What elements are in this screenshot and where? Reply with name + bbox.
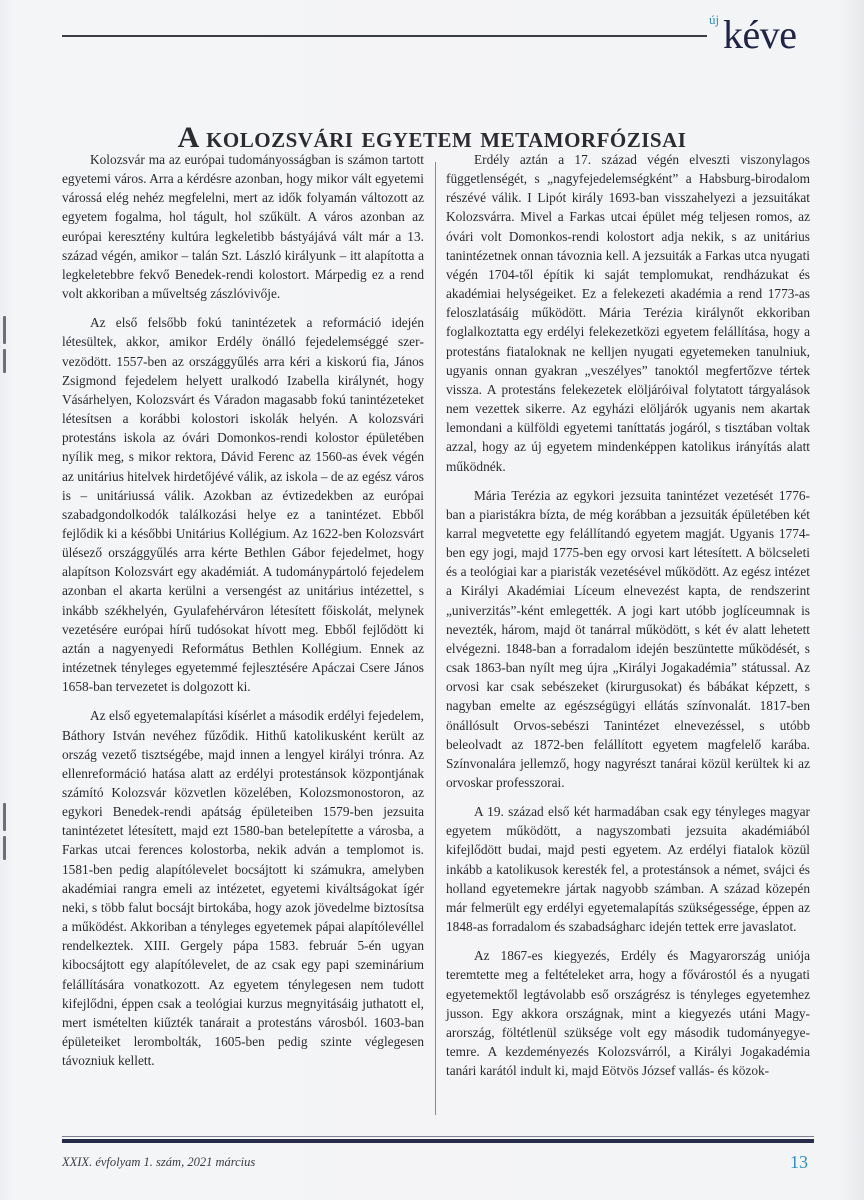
issue-info: XXIX. évfolyam 1. szám, 2021 március <box>62 1155 256 1169</box>
page-number: 13 <box>790 1152 808 1172</box>
footer-rule-thin <box>62 1136 814 1137</box>
left-column <box>62 150 424 1080</box>
footer-rule-thick <box>62 1139 814 1143</box>
staple-mark <box>3 316 6 344</box>
logo-name: kéve <box>723 12 797 57</box>
header-rule <box>62 35 707 37</box>
paragraph: A 19. század első két harmadában csak egy tényleges magyar egyetem működött, a nagyszombati jezsuita akadémiából kifejlődött budai, majd pesti egyetem. Az erdélyi fiatalok közül inkább a katolikusok keresték fel, a protestánsok a német, svájci és holland egyetemekre jártak nagyobb számban. A század közepén már felmerült egy erdélyi egyetemalapítás szükségessége, éppen az 1848-as forradalom és szabadságharc idején tettek erre javaslatot. <box>446 804 810 935</box>
magazine-logo <box>707 10 817 60</box>
article-title: A kolozsvári egyetem metamorfózisai <box>177 121 687 155</box>
logo-prefix: új <box>709 12 720 27</box>
staple-mark <box>3 349 6 373</box>
right-column <box>446 150 810 1090</box>
paragraph: Kolozsvár ma az európai tudományosságban is számon tartott egyetemi város. Arra a kérdésre azonban, hogy mikor vált egyetemi várossá elég nehéz megfelelni, mert az idők folyamán változott az egyetem fogalma, hol tágult, hol szűkült. A város azonban az európai keresztény kultúra legkeletibb bástyájává vált már a 13. század végén, amikor – talán Szt. László királyunk – itt alapította a legkeletebbre fekvő Benedek-rendi kolostort. Márpedig ez a rend volt akkoriban a műveltség zászlóvivője. <box>62 152 424 302</box>
staple-mark <box>3 836 6 860</box>
paragraph: Erdély aztán a 17. század végén elveszti viszonylagos függetlenségét, s „nagyfejedelemségként” a Habsburg-birodalom részévé válik. I Lipót király 1693-ban visszahelyezi a jezsuitákat Kolozsvárra. Mivel a Farkas utcai épület még teljesen romos, az óvári volt Domonkos-rendi kolostort adja nekik, s az unitárius tanintézetnek onnan távoznia kell. A jezsuiták a Farkas utca nyugati végén 1704-től építik ki saját templomukat, rendházukat és akadémiai helységeiket. Ez a felekezeti akadémia a rend 1773-as feloszlatásáig működött. Mária Terézia királynőt ekkoriban foglalkoztatta egy erdélyi felekezetközi egyetem felállítása, hogy a protestáns fiataloknak ne kelljen nyugati egyetemeken tanulniuk, ugyanis onnan gyakran „veszélyes” tanoktól megfertőzve tértek vissza. A protestáns felekezetek elöljáróival folytatott tárgyalások nem vezettek sikerre. Az egyházi elöljárók ugyanis nem akartak lemondani a külföldi egyetemi taníttatás jogáról, s tisztában voltak azzal, hogy az új egyetem mindenképpen katolikus irányítás alatt működnék. <box>446 152 810 474</box>
column-divider <box>435 162 436 1115</box>
paragraph: Az első egyetemalapítási kísérlet a második erdélyi fejedelem, Báthory István nevéhez fűződik. Hithű katolikusként került az ország vezető tisztségébe, majd innen a lengyel királyi trónra. Az ellenreformáció hatása alatt az erdélyi protestánsok központjának számító Kolozsvár közvetlen közelében, Kolozsmonostoron, az egykori Benedek-rendi apátság épületeiben 1579-ben jezsuita tanintézetet létesített, majd ezt 1580-ban betelepítette a városba, a Farkas utcai ferences kolostorba, nekik adván a templomot is. 1581-ben pedig alapítólevelet bocsájtott ki számukra, amelyben akadémiai rangra emeli az intézetet, egyetemi kiváltságokat ígér neki, s több falut bocsájt birtokába, hogy azok jövedelme biztosítsa a működést. Akkoriban a tényleges egyetemek pápai alapítólevéllel rendelkeztek. XIII. Gergely pápa 1583. február 5-én ugyan kibocsájtott egy alapítólevelet, de az csak egy papi szeminárium felállítására vonatkozott. Az egyetem ténylegesen nem tudott kifejlődni, éppen csak a teológiai kurzus megnyitásáig juthatott el, mert ismételten kiűzték tanárait a protestáns városból. 1603-ban épületeiket lerombolták, 1605-ben pedig szinte véglegesen távozniuk kellett. <box>62 708 424 1069</box>
staple-mark <box>3 803 6 831</box>
paragraph: Mária Terézia az egykori jezsuita tanintézet vezetését 1776-ban a piaristákra bízta, de még korábban a jezsuiták épületében két karral megvetette egy felállítandó egyetem magját. Ugyanis 1774-ben egy jogi, majd 1775-ben egy orvosi kart létesített. A bölcseleti és a teológiai kar a piaristák vezetésével működött. Az egész intézet a Királyi Akadémiai Líceum elnevezést kapta, de rendszerint „univerzitás”-ként emlegették. A jogi kart utóbb joglíceumnak is nevezték, három, majd öt tanárral működött, s két év alatt lehetett elvégezni. 1848-ban a forradalom idején beszüntette működését, s csak 1863-ban nyílt meg újra „Királyi Jogakadémia” státussal. Az orvosi kar csak sebészeket (kirurgusokat) és bábákat képzett, s nagyban emelte az egészségügyi ellátás színvonalát. 1817-ben önállósult Orvos-sebészi Tanintézet elnevezéssel, s utóbb beleolvadt az 1872-ben felállított egyetem magfelelő karába. Színvonalára jellemző, hogy nagyrészt tanárai közül kerültek ki az orvoskar professzorai. <box>446 487 810 790</box>
paragraph: Az 1867-es kiegyezés, Erdély és Magyarország uniója teremtette meg a feltételeket arra, hogy a fővárostól és a nyugati egyetemektől legtávolabb eső országrész is tényleges egyetemhez jusson. Egy akkora országnak, mint a kiegyezés utáni Magyarország, föltétlenül szüksége volt egy második tudományegyetemre. A kezdeményezés Kolozsvárról, a Királyi Jogakadémia tanári karától indult ki, majd Eötvös József vallás- és közok- <box>446 948 810 1079</box>
paragraph: Az első felsőbb fokú tanintézetek a reformáció idején létesültek, akkor, amikor Erdély önálló fejedelemséggé szervezödött. 1557-ben az országgyűlés arra kéri a kiskorú fia, János Zsigmond fejedelem helyett uralkodó Izabella királynét, hogy Vásárhelyen, Kolozsvárt és Váradon magasabb fokú tanintézeteket létesítsen a korábbi kolostori iskolák helyén. A kolozsvári protestáns iskola az óvári Domonkos-rendi kolostor épületében nyílik meg, s mikor rektora, Dávid Ferenc az 1560-as évek végén az unitárius hitelvek hirdetőjévé válik, az iskola – de az egész város is – unitáriussá válik. Azokban az évtizedekben az európai szabadgondolkodók találkozási helye ez a tanintézet. Ebből fejlődik ki a későbbi Unitárius Kollégium. Az 1622-ben Kolozsvárt ülésező országgyűlés arra kérte Bethlen Gábor fejedelmet, hogy alapítson Kolozsvárt egy akadémiát. A tudománypártoló fejedelem azonban el akarta kerülni a versengést az unitárius intézettel, s inkább székhelyén, Gyulafehérváron létesített főiskolát, melynek vezetésére európai hírű tudósokat hívott meg. Ebből fejlődött ki aztán a nagyenyedi Református Bethlen Kollégium. Ennek az intézetnek tényleges egyetemmé fejlesztésére Apáczai Csere János 1658-ban tervezetet is dolgozott ki. <box>62 315 424 695</box>
